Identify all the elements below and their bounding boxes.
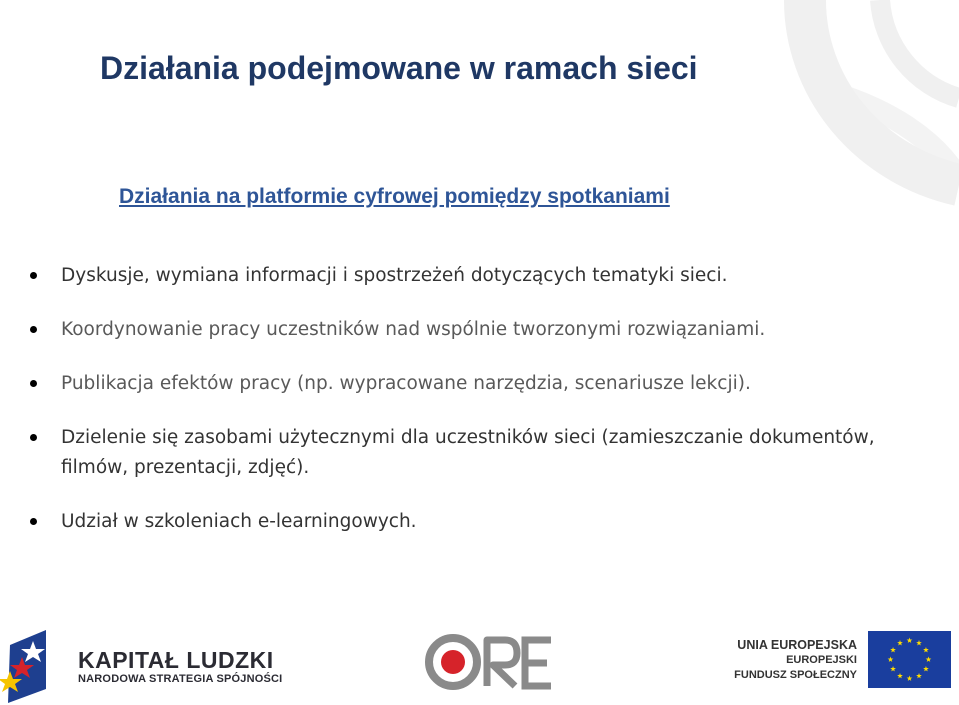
ore-logo-icon <box>425 632 555 692</box>
eu-line-union: UNIA EUROPEJSKA <box>737 638 857 652</box>
list-item <box>28 369 928 399</box>
bullet-text: Dyskusje, wymiana informacji i spostrzeżeń dotyczących tematyki sieci. <box>61 265 728 286</box>
eu-flag-icon <box>868 631 951 688</box>
list-item <box>28 261 928 291</box>
bullet-icon <box>30 380 37 387</box>
bullet-text: Dzielenie się zasobami użytecznymi dla uczestników sieci (zamieszczanie dokumentów, filmów, prezentacji, zdjęć). <box>61 427 875 478</box>
bullet-list <box>28 261 928 561</box>
eu-line-fund: FUNDUSZ SPOŁECZNY <box>734 669 857 681</box>
eu-text <box>734 638 857 683</box>
bullet-text: Publikacja efektów pracy (np. wypracowane narzędzia, scenariusze lekcji). <box>61 373 751 394</box>
kapital-ludzki-tagline: NARODOWA STRATEGIA SPÓJNOŚCI <box>78 673 283 685</box>
section-subtitle: Działania na platformie cyfrowej pomiędzy spotkaniami <box>119 185 670 208</box>
kapital-ludzki-name: KAPITAŁ LUDZKI <box>78 647 274 673</box>
page-title: Działania podejmowane w ramach sieci <box>100 50 698 86</box>
eu-line-european: EUROPEJSKI <box>786 654 857 666</box>
bullet-icon <box>30 272 37 279</box>
bullet-icon <box>30 518 37 525</box>
bullet-icon <box>30 434 37 441</box>
bullet-text: Koordynowanie pracy uczestników nad wspólnie tworzonymi rozwiązaniami. <box>61 319 766 340</box>
bullet-text: Udział w szkoleniach e-learningowych. <box>61 511 417 532</box>
list-item <box>28 423 928 483</box>
list-item <box>28 507 928 537</box>
bullet-icon <box>30 326 37 333</box>
list-item <box>28 315 928 345</box>
